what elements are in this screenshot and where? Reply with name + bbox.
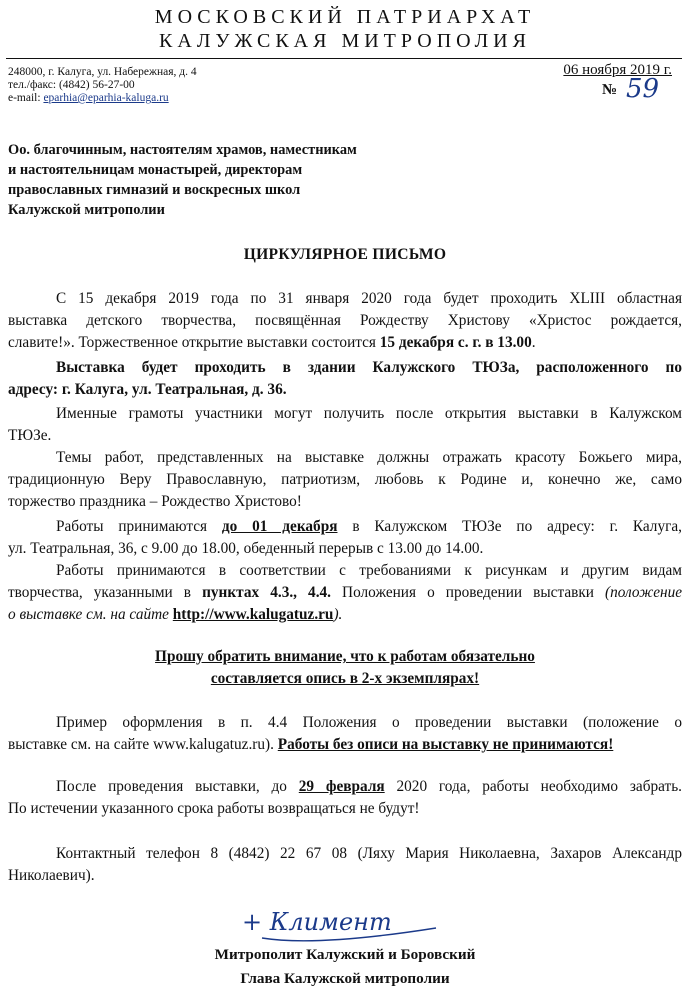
signature-text: + Климент <box>242 908 392 936</box>
website-link[interactable]: http://www.kalugatuz.ru <box>172 606 334 623</box>
notice-line: Прошу обратить внимание, что к работам обязательно <box>155 648 535 665</box>
addressee-line: и настоятельницам монастырей, директорам <box>8 162 303 178</box>
important-notice <box>8 646 682 690</box>
paragraph-example <box>8 712 682 756</box>
text-line: торжество праздника – Рождество Христово! <box>8 493 302 510</box>
addressee-line: Калужской митрополии <box>8 202 165 218</box>
text-line: С 15 декабря 2019 года по 31 января 2020 года будет проходить XLIII областная <box>56 290 682 307</box>
text-line: выставка детского творчества, посвящённая Рождеству Христову «Христос рождается, <box>8 312 682 329</box>
handwritten-signature <box>240 900 450 950</box>
text-line: славите!». Торжественное открытие выставки состоится 15 декабря с. г. в 13.00. <box>8 334 536 351</box>
document-number-handwritten: 59 <box>626 74 660 104</box>
contact-email-link[interactable]: eparhia@eparhia-kaluga.ru <box>43 92 169 104</box>
addressee-line: Оо. благочинным, настоятелям храмов, наместникам <box>8 142 357 158</box>
contact-phone: тел./факс: (4842) 56-27-00 <box>8 79 135 91</box>
text-line: выставке см. на сайте www.kalugatuz.ru). Работы без описи на выставку не принимаются! <box>8 736 614 753</box>
letterhead-line-1: МОСКОВСКИЙ ПАТРИАРХАТ <box>154 6 536 28</box>
text-line: После проведения выставки, до 29 февраля 2020 года, работы необходимо забрать. <box>56 778 683 795</box>
no-inventory-warning: Работы без описи на выставку не принимаются! <box>277 736 614 753</box>
text-line: Именные грамоты участники могут получить после открытия выставки в Калужском <box>56 405 682 422</box>
text-line: Выставка будет проходить в здании Калужского ТЮЗа, расположенного по <box>56 359 682 376</box>
paragraph-opening <box>8 288 682 354</box>
document-number-label: № <box>602 82 618 98</box>
paragraph-venue <box>8 357 682 401</box>
text-line: Работы принимаются в соответствии с требованиями к рисункам и другим видам <box>56 562 682 579</box>
paragraph-certificates <box>8 403 682 447</box>
text-line: По истечении указанного срока работы возвращаться не будут! <box>8 800 420 817</box>
clauses-reference: пунктах 4.3., 4.4. <box>202 584 331 601</box>
contact-email-label: e-mail: <box>8 92 44 104</box>
contact-address: 248000, г. Калуга, ул. Набережная, д. 4 <box>8 66 197 78</box>
pickup-deadline: 29 февраля <box>298 778 385 795</box>
paragraph-acceptance <box>8 516 682 560</box>
signatory-position: Глава Калужской митрополии <box>240 970 450 987</box>
deadline-date: до 01 декабря <box>221 518 338 535</box>
text-line: ТЮЗе. <box>8 427 52 444</box>
contact-email-row <box>8 92 169 105</box>
text-line: адресу: г. Калуга, ул. Театральная, д. 36. <box>8 381 287 398</box>
text-line: Работы принимаются до 01 декабря в Калужском ТЮЗе по адресу: г. Калуга, <box>56 518 682 535</box>
text-line: Николаевич). <box>8 867 95 884</box>
document-date: 06 ноября 2019 г. <box>563 62 672 78</box>
letterhead-line-2: КАЛУЖСКАЯ МИТРОПОЛИЯ <box>159 30 531 52</box>
text-line: традиционную Веру Православную, патриотизм, любовь к Родине и, конечно же, само <box>8 471 682 488</box>
addressee-line: православных гимназий и воскресных школ <box>8 182 301 198</box>
text-line: Контактный телефон 8 (4842) 22 67 08 (Ляху Мария Николаевна, Захаров Александр <box>56 845 682 862</box>
text-line: Темы работ, представленных на выставке должны отражать красоту Божьего мира, <box>56 449 682 466</box>
notice-line: составляется опись в 2-х экземплярах! <box>210 670 480 687</box>
text-line: ул. Театральная, 36, с 9.00 до 18.00, обеденный перерыв с 13.00 до 14.00. <box>8 540 484 557</box>
paragraph-contact <box>8 843 682 887</box>
text-line: Пример оформления в п. 4.4 Положения о проведении выставки (положение о <box>56 714 682 731</box>
text-line: о выставке см. на сайте http://www.kalugatuz.ru). <box>8 606 343 623</box>
addressee-block <box>8 140 357 220</box>
text-line: творчества, указанными в пунктах 4.3., 4.4. Положения о проведении выставки (положение <box>8 584 683 601</box>
header-divider <box>6 58 682 59</box>
paragraph-requirements <box>8 560 682 626</box>
signatory-title: Митрополит Калужский и Боровский <box>214 946 476 963</box>
opening-date-time: 15 декабря с. г. в 13.00 <box>379 334 532 351</box>
paragraph-pickup <box>8 776 682 820</box>
paragraph-themes <box>8 447 682 513</box>
document-title: ЦИРКУЛЯРНОЕ ПИСЬМО <box>243 246 447 263</box>
